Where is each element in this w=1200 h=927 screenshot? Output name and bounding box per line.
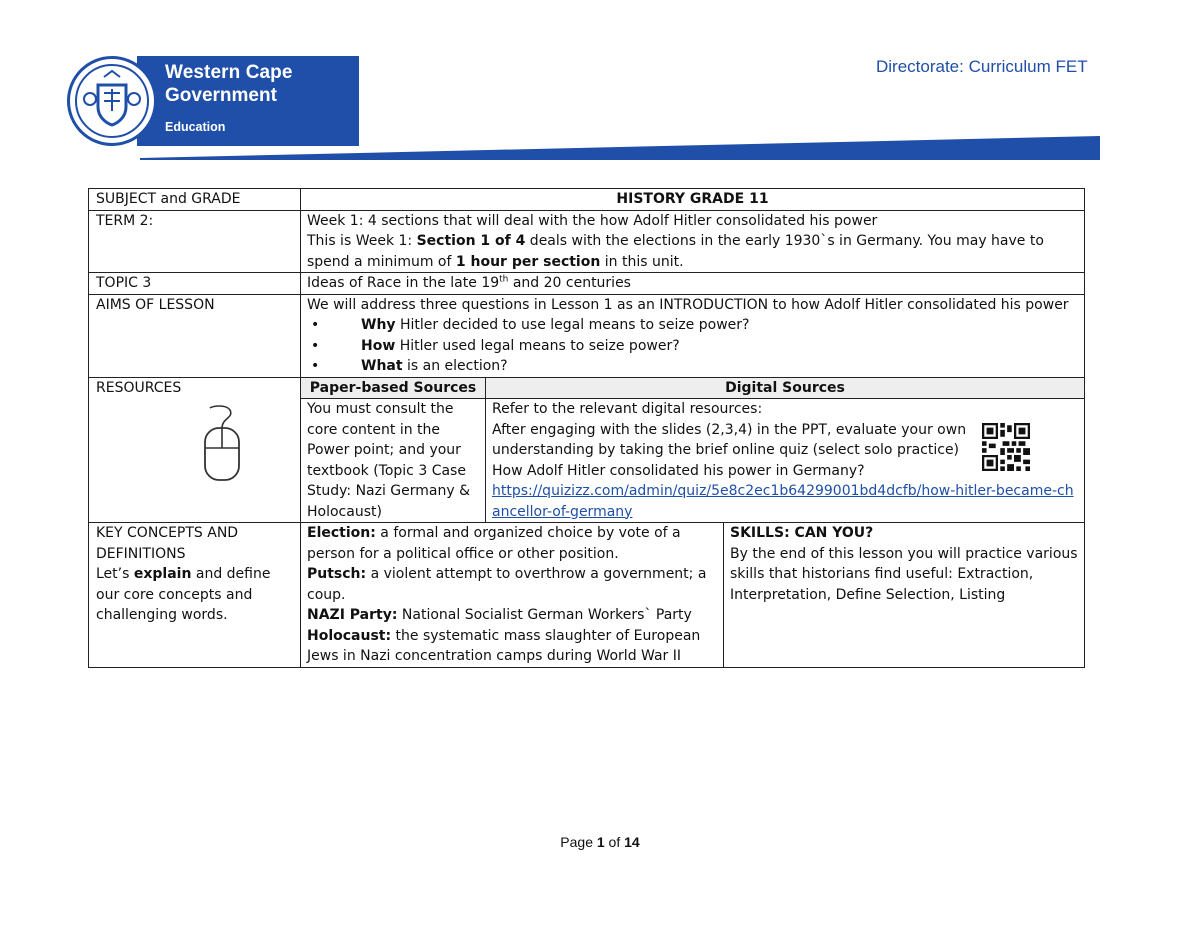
aims-value xyxy=(301,294,1085,377)
row-subject xyxy=(89,189,1085,211)
subject-label: SUBJECT and GRADE xyxy=(89,189,301,211)
definition-putsch xyxy=(307,564,717,605)
term-section-bold: Section 1 of 4 xyxy=(416,233,526,249)
header-swoosh xyxy=(140,134,1100,164)
qr-code-icon xyxy=(980,423,1032,471)
key-concepts-note xyxy=(96,564,294,626)
term-text-2: deals with the elections in the early 1930`s in Germany. You may have to spend a minimum of xyxy=(307,233,1044,270)
skills-heading: SKILLS: CAN YOU? xyxy=(730,525,874,541)
digital-line-2: After engaging with the slides (2,3,4) in the PPT, evaluate your own understanding by taking the brief online quiz (select solo practice) xyxy=(492,421,967,458)
subject-value: HISTORY GRADE 11 xyxy=(301,189,1085,211)
paper-sources-body: You must consult the core content in the Power point; and your textbook (Topic 3 Case Study: Nazi Germany & Holocaust) xyxy=(301,399,486,523)
bullet: • xyxy=(311,317,320,333)
topic-label: TOPIC 3 xyxy=(89,273,301,295)
computer-mouse-icon xyxy=(202,404,242,484)
key-note-text-2: and define our core concepts and challenging words. xyxy=(96,566,271,623)
digital-line-3: How Adolf Hitler consolidated his power in Germany? xyxy=(492,462,865,479)
definition-text: a formal and organized choice by vote of a person for a political office or other position. xyxy=(307,525,681,562)
key-concepts-label-cell xyxy=(89,523,301,668)
topic-text-2: and 20 centuries xyxy=(508,275,631,291)
skills-body: By the end of this lesson you will practice various skills that historians find useful: Extraction, Interpretation, Define Selection, Listing xyxy=(730,545,1078,603)
aims-q1 xyxy=(307,315,1078,336)
term-line-2 xyxy=(307,231,1078,272)
wcg-logo xyxy=(67,56,359,146)
definition-text: the systematic mass slaughter of European Jews in Nazi concentration camps during World War II xyxy=(307,627,701,664)
key-note-bold: explain xyxy=(133,566,192,582)
skills-cell xyxy=(724,523,1085,668)
aims-q3-text: is an election? xyxy=(402,358,508,374)
digital-line-1: Refer to the relevant digital resources: xyxy=(492,401,763,417)
aims-q2-bold: How xyxy=(361,337,396,354)
key-concepts-label: KEY CONCEPTS AND DEFINITIONS xyxy=(96,525,239,562)
key-note-text: Let’s xyxy=(96,566,134,582)
logo-line-1: Western Cape xyxy=(165,62,293,83)
page-number xyxy=(0,834,1200,850)
page-text-2: of xyxy=(604,834,625,850)
definition-term: Holocaust: xyxy=(307,627,392,644)
definition-election xyxy=(307,523,717,564)
lesson-plan-table xyxy=(88,188,1085,668)
page-current: 1 xyxy=(596,834,605,850)
page-total: 14 xyxy=(624,834,640,850)
definition-term: Putsch: xyxy=(307,566,367,582)
topic-sup: th xyxy=(499,274,509,285)
aims-intro: We will address three questions in Lesson 1 as an INTRODUCTION to how Adolf Hitler consolidated his power xyxy=(307,296,1069,313)
digital-sources-body xyxy=(486,399,1085,523)
bullet: • xyxy=(311,358,320,374)
resources-label: RESOURCES xyxy=(96,379,182,396)
definition-term: Election: xyxy=(307,525,376,541)
resources-label-cell xyxy=(89,377,301,523)
digital-sources-header: Digital Sources xyxy=(486,377,1085,399)
aims-q2 xyxy=(307,336,1078,357)
paper-sources-header: Paper-based Sources xyxy=(301,377,486,399)
topic-value xyxy=(301,273,1085,295)
term-text-3: in this unit. xyxy=(600,253,684,270)
row-aims xyxy=(89,294,1085,377)
quiz-link[interactable]: https://quizizz.com/admin/quiz/5e8c2ec1b64299001bd4dcfb/how-hitler-became-chancellor-of-germany xyxy=(492,483,1074,520)
coat-of-arms-icon xyxy=(67,56,157,146)
directorate-label: Directorate: Curriculum FET xyxy=(876,57,1088,76)
definition-holocaust xyxy=(307,626,717,667)
logo-line-2: Government xyxy=(165,85,277,106)
row-resources-head xyxy=(89,377,1085,399)
definition-term: NAZI Party: xyxy=(307,607,398,623)
definition-text: National Socialist German Workers` Party xyxy=(397,607,692,623)
definitions-cell xyxy=(301,523,724,668)
aims-q3 xyxy=(307,356,1078,377)
aims-q3-bold: What xyxy=(361,358,403,374)
aims-q1-text: Hitler decided to use legal means to seize power? xyxy=(395,317,750,333)
row-term xyxy=(89,210,1085,273)
bullet: • xyxy=(311,337,320,354)
term-text: This is Week 1: xyxy=(307,233,417,249)
term-label: TERM 2: xyxy=(89,210,301,273)
topic-text: Ideas of Race in the late 19 xyxy=(307,275,500,291)
page-text: Page xyxy=(560,834,597,850)
term-value xyxy=(301,210,1085,273)
aims-q2-text: Hitler used legal means to seize power? xyxy=(395,337,680,354)
term-line-1: Week 1: 4 sections that will deal with the how Adolf Hitler consolidated his power xyxy=(307,212,878,229)
row-key-concepts xyxy=(89,523,1085,668)
logo-line-3: Education xyxy=(165,120,226,134)
aims-q1-bold: Why xyxy=(361,317,396,333)
aims-label: AIMS OF LESSON xyxy=(89,294,301,377)
definition-nazi-party xyxy=(307,605,717,626)
row-topic xyxy=(89,273,1085,295)
term-hour-bold: 1 hour per section xyxy=(455,253,601,270)
definition-text: a violent attempt to overthrow a government; a coup. xyxy=(307,566,707,603)
